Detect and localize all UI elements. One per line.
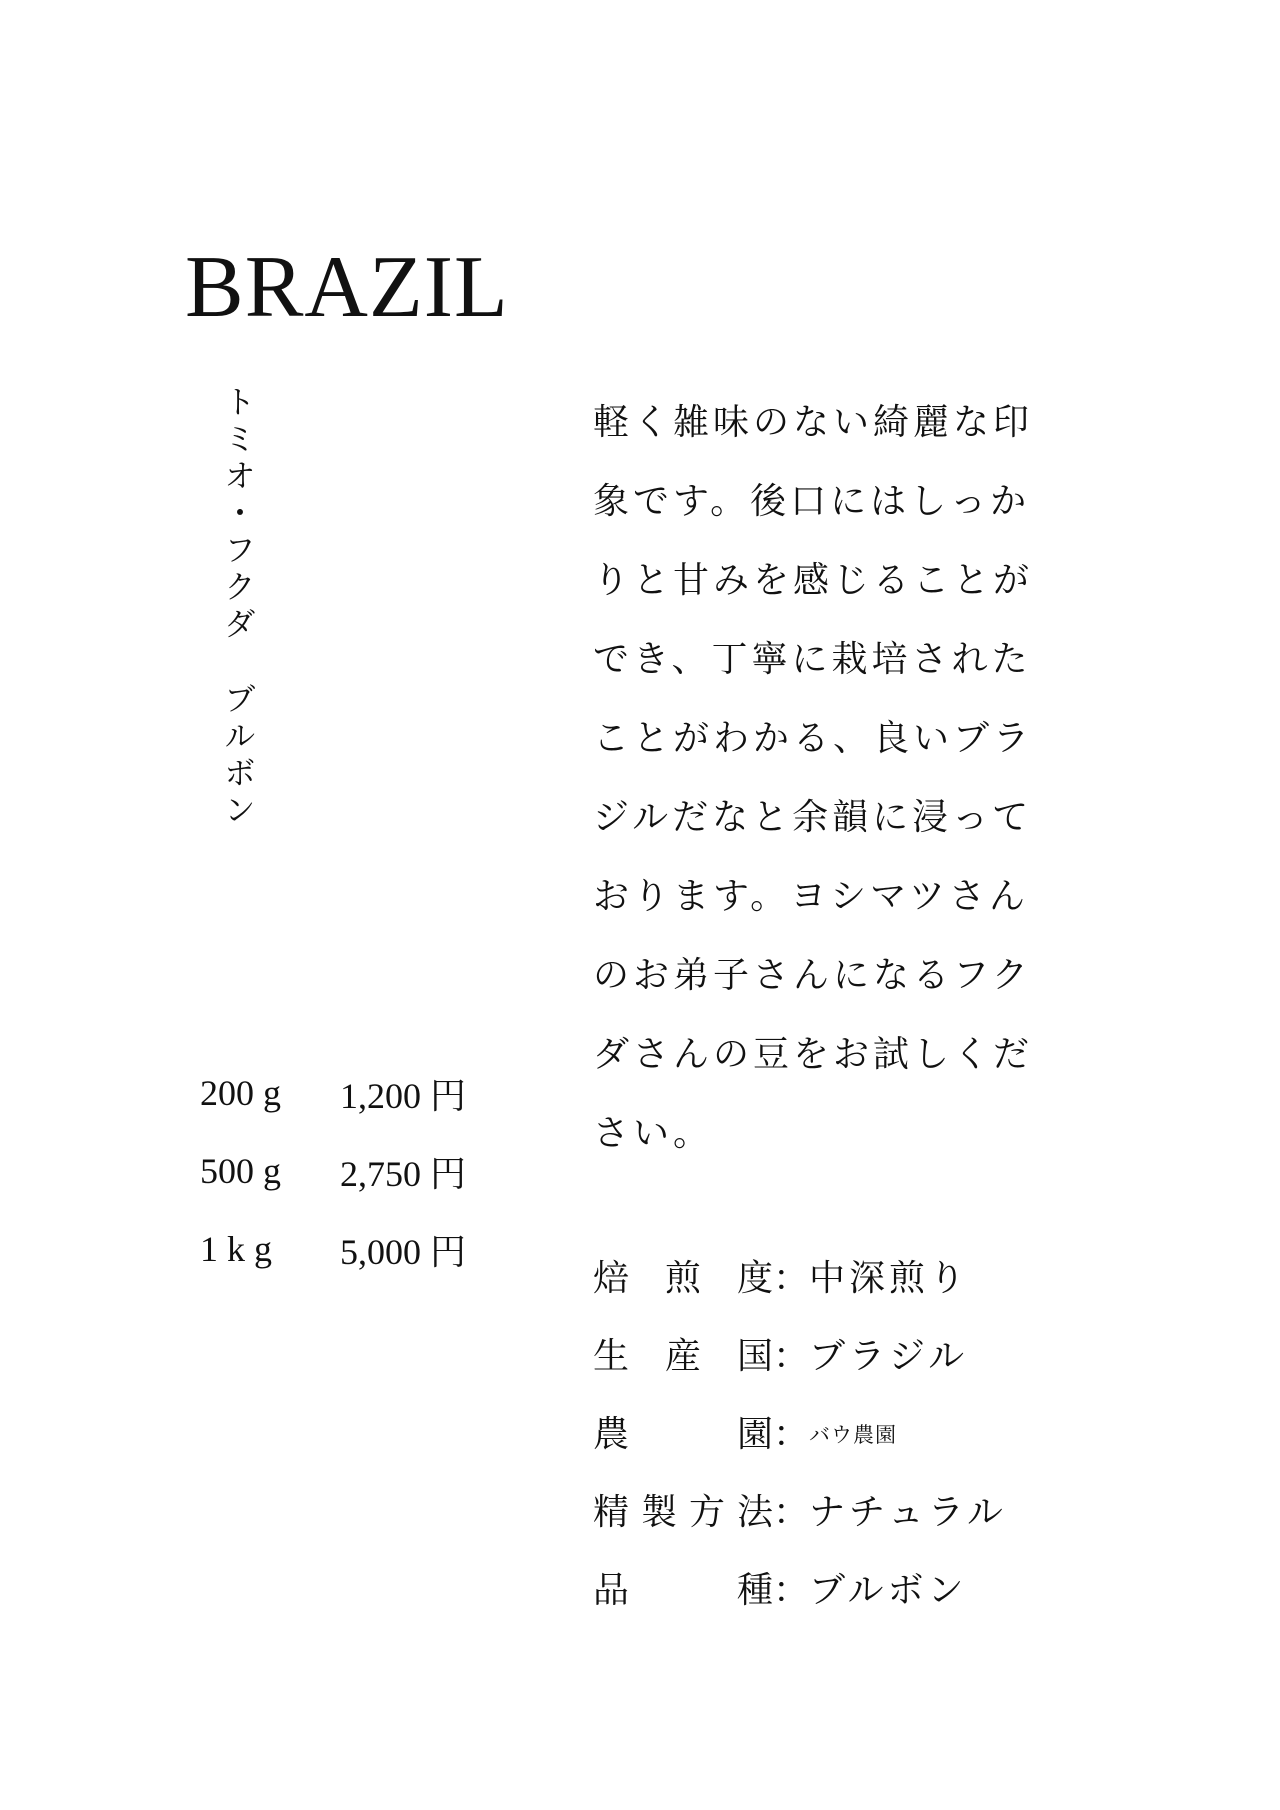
spec-label-char: 焙 [593, 1257, 630, 1299]
spec-label [593, 1562, 773, 1613]
spec-separator: ： [773, 1491, 810, 1533]
spec-list [593, 1236, 1007, 1626]
description-text: 軽く雑味のない綺麗な印象です。後口にはしっかりと甘みを感じることができ、丁寧に栽培されたことがわかる、良いブラジルだなと余韻に浸っております。ヨシマツさんのお弟子さんになるフクダさんの豆をお試しください。 [593, 402, 1034, 1154]
spec-value: バウ農園 [809, 1423, 897, 1447]
spec-label-char: 国 [736, 1335, 773, 1377]
spec-label [593, 1406, 773, 1457]
spec-value: ブラジル [809, 1335, 969, 1377]
producer-vertical-text [218, 385, 258, 830]
spec-label-char: 種 [736, 1569, 773, 1611]
price-amount: 2,750 円 [340, 1153, 467, 1194]
price-row [200, 1054, 466, 1132]
price-weight: 200 g [200, 1073, 281, 1113]
spec-row-farm [593, 1392, 1007, 1470]
price-row [200, 1210, 466, 1288]
spec-value: ブルボン [809, 1569, 968, 1611]
spec-label-char: 農 [593, 1413, 630, 1455]
producer-variety: ブルボン [219, 682, 257, 830]
spec-label-char: 度 [736, 1257, 773, 1299]
spec-row-process [593, 1470, 1007, 1548]
spec-separator: ： [773, 1335, 810, 1377]
spec-row-origin [593, 1314, 1007, 1392]
spec-label-char: 方 [688, 1491, 725, 1533]
spec-label-char: 生 [593, 1335, 630, 1377]
spec-label-char: 品 [593, 1569, 630, 1611]
spec-row-variety [593, 1548, 1007, 1626]
price-row [200, 1132, 466, 1210]
price-list [200, 1054, 466, 1288]
price-amount: 5,000 円 [340, 1231, 467, 1272]
spec-value: ナチュラル [809, 1491, 1007, 1533]
spec-row-roast [593, 1236, 1007, 1314]
page-title: BRAZIL [185, 239, 509, 336]
spec-label-char: 製 [640, 1491, 677, 1533]
spec-label-char: 園 [736, 1413, 773, 1455]
spec-separator: ： [773, 1413, 810, 1455]
price-weight: 500 g [200, 1151, 281, 1191]
price-amount: 1,200 円 [340, 1075, 467, 1116]
spec-separator: ： [773, 1257, 810, 1299]
spec-label [593, 1250, 773, 1301]
spec-label-char: 煎 [664, 1257, 701, 1299]
spec-label [593, 1328, 773, 1379]
spec-value: 中深煎り [809, 1257, 970, 1299]
spec-label [593, 1484, 773, 1535]
price-weight: 1 k g [200, 1229, 272, 1269]
spec-label-char: 産 [664, 1335, 701, 1377]
spec-label-char: 法 [736, 1491, 773, 1533]
spec-separator: ： [773, 1569, 810, 1611]
producer-name: トミオ・フクダ [219, 385, 257, 644]
spec-label-char: 精 [593, 1491, 630, 1533]
